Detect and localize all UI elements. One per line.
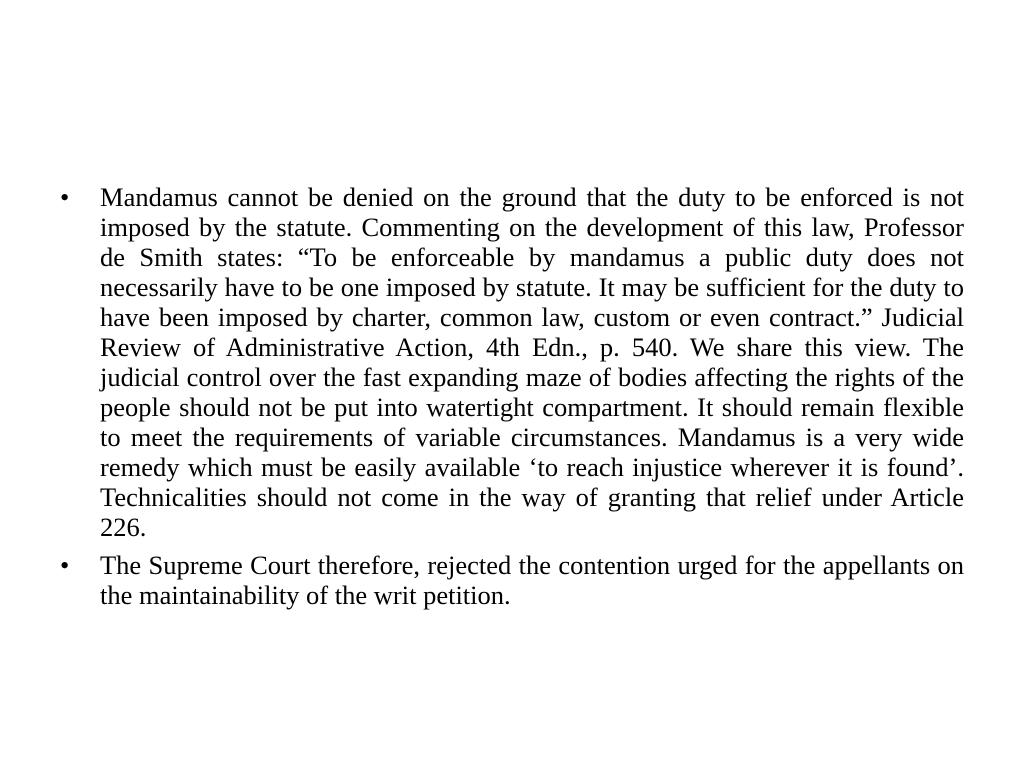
bullet-text: Mandamus cannot be denied on the ground that the duty to be enforced is not imposed by the statute. Commenting on the development of this law, Professor de Smith states: “To be enforceable by mandamus a public duty does not necessarily have to be one imposed by statute. It may be sufficient for the duty to have been imposed by charter, common law, custom or even contract.” Judicial Review of Administrative Action, 4th Edn., p. 540. We share this view. The judicial control over the fast expanding maze of bodies affecting the rights of the people should not be put into watertight compartment. It should remain flexible to meet the requirements of variable circumstances. Mandamus is a very wide remedy which must be easily available ‘to reach injustice wherever it is found’. Technicalities should not come in the way of granting that relief under Article 226.: [100, 182, 964, 542]
bullet-marker: •: [60, 550, 70, 580]
bullet-marker: •: [60, 182, 70, 212]
bullet-item: [60, 182, 964, 542]
bullet-text: The Supreme Court therefore, rejected the contention urged for the appellants on the maintainability of the writ petition.: [100, 550, 964, 610]
bullet-item: [60, 550, 964, 610]
bullet-list: [60, 182, 964, 618]
